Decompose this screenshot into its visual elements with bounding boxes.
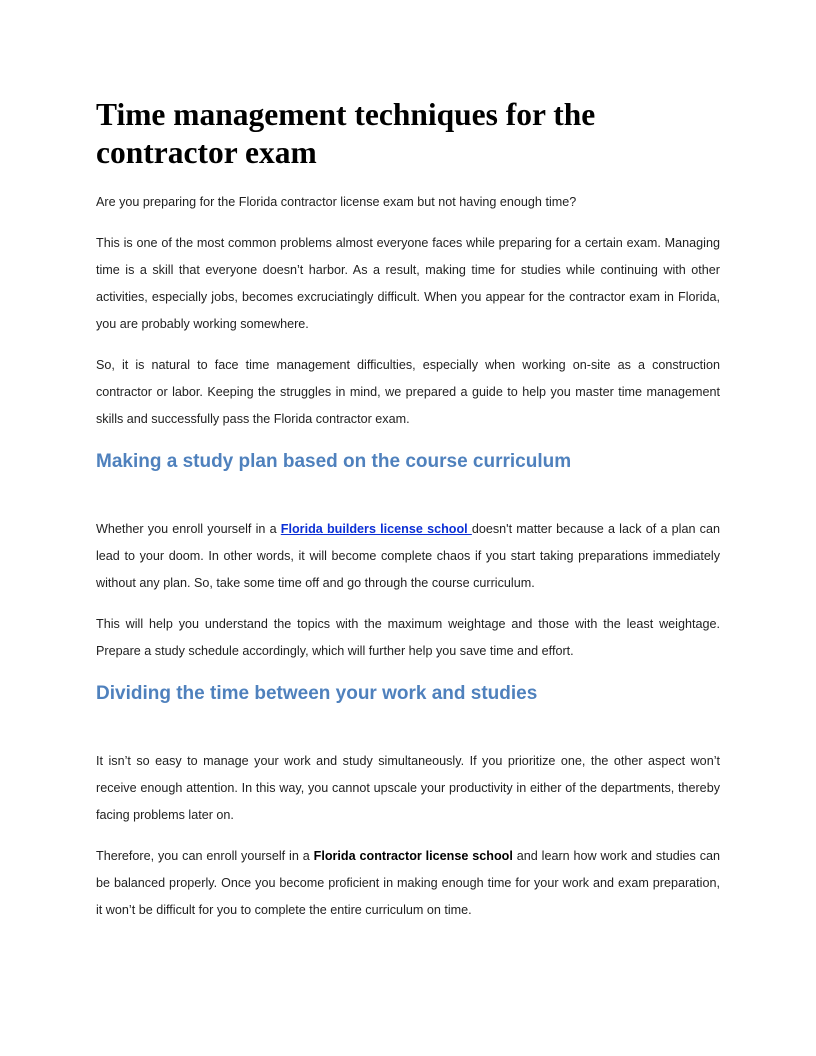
paragraph-balance: It isn’t so easy to manage your work and study simultaneously. If you prioritize one, the other aspect won’t receive enough attention. In this way, you cannot upscale your productivity in either of the departments, thereby facing problems later on.: [96, 754, 720, 822]
paragraph-guide: So, it is natural to face time management difficulties, especially when working on-site as a construction contractor or labor. Keeping the struggles in mind, we prepared a guide to help you master time management skills and successfully pass the Florida contractor exam.: [96, 358, 720, 426]
page-title: Time management techniques for the contractor exam: [96, 97, 596, 170]
document-page: [96, 96, 720, 938]
section-heading-work-studies: Dividing the time between your work and studies: [96, 683, 538, 704]
florida-contractor-license-school-text: Florida contractor license school: [313, 849, 513, 863]
paragraph-weightage: This will help you understand the topics with the maximum weightage and those with the least weightage. Prepare a study schedule accordingly, which will further help you save time and effort.: [96, 617, 720, 658]
school-text-before: Therefore, you can enroll yourself in a: [96, 849, 314, 863]
paragraph-school: [96, 843, 720, 924]
enroll-text-after: doesn't matter because a lack of a plan can lead to your doom. In other words, it will become complete chaos if you start taking preparations immediately without any plan. So, take some time off and go through the course curriculum.: [96, 522, 720, 590]
school-text-after: and learn how work and studies can be balanced properly. Once you become proficient in making enough time for your work and exam preparation, it won’t be difficult for you to complete the entire curriculum on time.: [96, 849, 721, 917]
florida-builders-license-school-link[interactable]: Florida builders license school: [280, 522, 472, 536]
paragraph-enroll: [96, 516, 720, 597]
paragraph-problem: This is one of the most common problems almost everyone faces while preparing for a certain exam. Managing time is a skill that everyone doesn’t harbor. As a result, making time for studies while continuing with other activities, especially jobs, becomes excruciatingly difficult. When you appear for the contractor exam in Florida, you are probably working somewhere.: [96, 236, 720, 331]
enroll-text-before: Whether you enroll yourself in a: [96, 522, 281, 536]
section-heading-study-plan: Making a study plan based on the course curriculum: [96, 451, 572, 472]
intro-paragraph: Are you preparing for the Florida contractor license exam but not having enough time?: [96, 195, 577, 209]
